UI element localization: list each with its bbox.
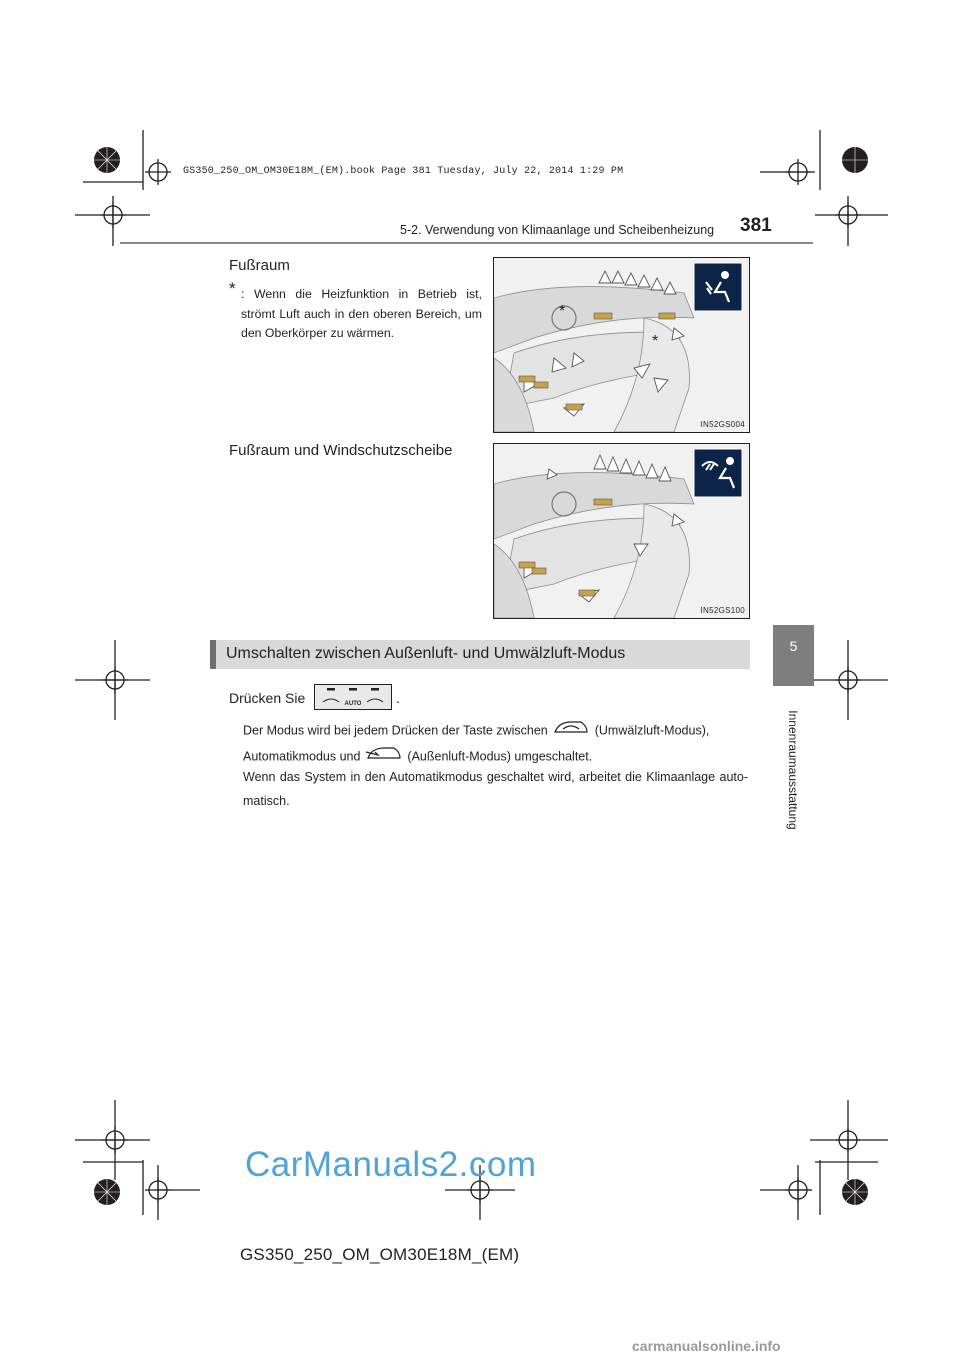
footer-manual-code: GS350_250_OM_OM30E18M_(EM) bbox=[240, 1245, 520, 1264]
chapter-tab-number: 5 bbox=[789, 638, 798, 654]
mode-cycle-paragraph bbox=[243, 718, 748, 770]
header-rule bbox=[120, 242, 813, 244]
figure-code-2: IN52GS100 bbox=[700, 606, 745, 615]
note-asterisk: * bbox=[229, 279, 236, 298]
page-number: 381 bbox=[740, 215, 772, 236]
footwell-airflow-figure bbox=[493, 257, 750, 433]
press-instruction: Drücken Sie bbox=[229, 690, 306, 706]
footwell-heading: Fußraum bbox=[229, 257, 290, 274]
mode-cycle-text-d: (Außenluft-Modus) umgeschaltet. bbox=[407, 749, 593, 764]
mode-cycle-text-b: (Umwälzluft-Modus), bbox=[594, 723, 710, 738]
online-watermark: carmanualsonline.info bbox=[632, 1338, 781, 1354]
footwell-windshield-airflow-figure bbox=[493, 443, 750, 619]
mode-cycle-text-a: Der Modus wird bei jedem Drücken der Taste zwischen bbox=[243, 723, 548, 738]
book-file-info: GS350_250_OM_OM30E18M_(EM).book Page 381 Tuesday, July 22, 2014 1:29 PM bbox=[183, 166, 624, 177]
footwell-windshield-mode-icon bbox=[694, 449, 742, 497]
footwell-windshield-heading: Fußraum und Windschutzscheibe bbox=[229, 442, 453, 459]
section-header-title: 5-2. Verwendung von Klimaanlage und Scheibenheizung bbox=[400, 223, 715, 237]
press-instruction-period: . bbox=[396, 690, 400, 706]
carmanuals-watermark: CarManuals2.com bbox=[245, 1145, 537, 1184]
car-interior-illustration bbox=[494, 258, 749, 432]
section-heading-accent bbox=[210, 640, 216, 669]
car-interior-illustration-2 bbox=[494, 444, 749, 618]
recirculation-mode-icon bbox=[551, 718, 591, 744]
button-auto-label: AUTO bbox=[344, 701, 362, 707]
footwell-note: : Wenn die Heizfunktion in Betrieb ist, strömt Luft auch in den oberen Bereich, um den Oberkörper zu wärmen. bbox=[241, 287, 482, 340]
chapter-tab bbox=[773, 625, 814, 686]
auto-mode-paragraph: Wenn das System in den Automatikmodus geschaltet wird, arbeitet die Klimaanlage auto-matisch. bbox=[243, 770, 748, 808]
section-heading-title: Umschalten zwischen Außenluft- und Umwälzluft-Modus bbox=[226, 645, 626, 662]
mode-cycle-text-c: Automatikmodus und bbox=[243, 749, 361, 764]
figure-code-1: IN52GS004 bbox=[700, 420, 745, 429]
upper-vent-asterisk: * bbox=[559, 303, 566, 320]
side-vent-asterisk: * bbox=[652, 333, 659, 350]
air-intake-button-icon bbox=[314, 684, 392, 710]
chapter-side-label: Innenraumausstattung bbox=[786, 710, 800, 830]
